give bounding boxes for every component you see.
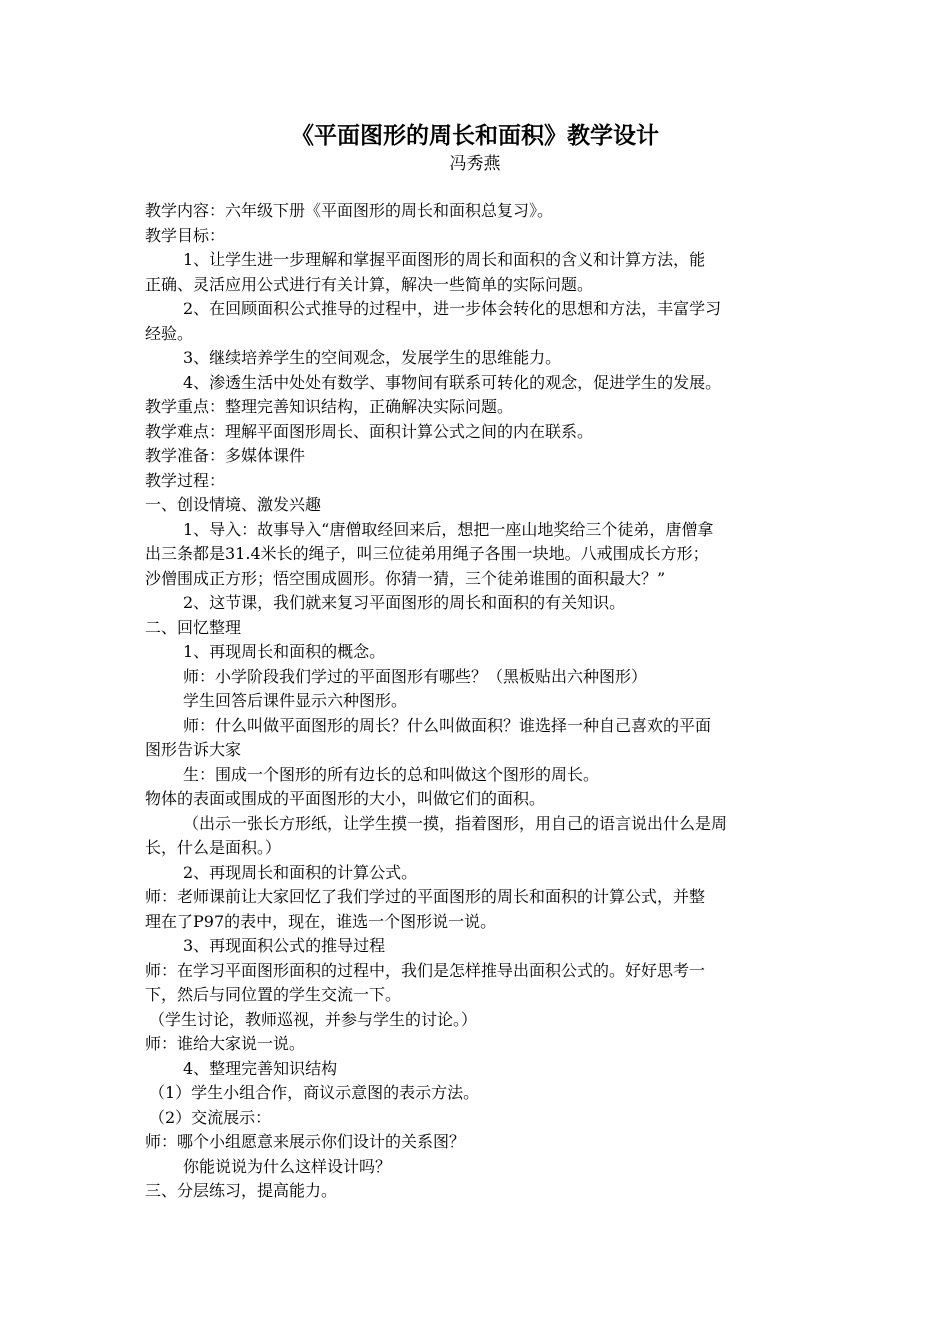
paragraph-line: 正确、灵活应用公式进行有关计算，解决一些简单的实际问题。 <box>145 274 594 294</box>
paragraph-line: 教学过程： <box>145 470 226 490</box>
paragraph-line: 沙僧围成正方形；悟空围成圆形。你猜一猜，三个徒弟谁围的面积最大？” <box>145 568 666 588</box>
paragraph-line: 教学准备：多媒体课件 <box>145 446 306 465</box>
paragraph-line: （1）学生小组合作，商议示意图的表示方法。 <box>149 1083 480 1102</box>
paragraph-line: 3、再现面积公式的推导过程 <box>183 936 386 955</box>
paragraph-line: 下，然后与同位置的学生交流一下。 <box>145 985 402 1004</box>
paragraph-line: 经验。 <box>145 323 194 343</box>
paragraph-line: 教学难点：理解平面图形周长、面积计算公式之间的内在联系。 <box>145 421 594 441</box>
paragraph-line: 1、再现周长和面积的概念。 <box>183 642 386 661</box>
paragraph-line: 三、分层练习，提高能力。 <box>145 1181 338 1200</box>
paragraph-line: 你能说说为什么这样设计吗？ <box>183 1156 392 1176</box>
paragraph-line: 教学重点：整理完善知识结构，正确解决实际问题。 <box>145 397 514 416</box>
paragraph-line: 教学内容：六年级下册《平面图形的周长和面积总复习》。 <box>145 201 554 220</box>
paragraph-line: 师：谁给大家说一说。 <box>145 1034 306 1053</box>
paragraph-line: 3、继续培养学生的空间观念，发展学生的思维能力。 <box>183 348 562 367</box>
paragraph-line: 师：小学阶段我们学过的平面图形有哪些？（黑板贴出六种图形） <box>183 666 648 686</box>
paragraph-line: 生：围成一个图形的所有边长的总和叫做这个图形的周长。 <box>183 764 600 784</box>
paragraph-line: 学生回答后课件显示六种图形。 <box>183 691 408 710</box>
paragraph-line: 2、再现周长和面积的计算公式。 <box>183 862 418 882</box>
paragraph-line: 教学目标： <box>145 225 226 245</box>
document-author: 冯秀燕 <box>449 154 501 174</box>
paragraph-line: 2、在回顾面积公式推导的过程中，进一步体会转化的思想和方法，丰富学习 <box>183 299 722 318</box>
paragraph-line: 一、创设情境、激发兴趣 <box>145 495 322 514</box>
paragraph-line: 理在了P97的表中，现在，谁选一个图形说一说。 <box>145 911 497 931</box>
paragraph-line: （学生讨论，教师巡视，并参与学生的讨论。） <box>149 1009 478 1029</box>
paragraph-line: 1、导入：故事导入“唐僧取经回来后，想把一座山地奖给三个徒弟，唐僧拿 <box>183 519 714 539</box>
paragraph-line: 图形告诉大家 <box>145 740 242 759</box>
paragraph-line: 出三条都是31.4米长的绳子，叫三位徒弟用绳子各围一块地。八戒围成长方形； <box>145 544 709 563</box>
paragraph-line: 4、整理完善知识结构 <box>183 1058 338 1078</box>
paragraph-line: 师：什么叫做平面图形的周长？什么叫做面积？谁选择一种自己喜欢的平面 <box>183 715 712 735</box>
paragraph-line: 师：在学习平面图形面积的过程中，我们是怎样推导出面积公式的。好好思考一 <box>145 960 706 980</box>
document-body <box>145 199 810 1204</box>
paragraph-line: （2）交流展示： <box>149 1107 272 1127</box>
paragraph-line: 师：哪个小组愿意来展示你们设计的关系图？ <box>145 1132 466 1151</box>
paragraph-line: 2、这节课，我们就来复习平面图形的周长和面积的有关知识。 <box>183 593 626 612</box>
paragraph-line: 长，什么是面积。） <box>145 838 282 857</box>
paragraph-line: （出示一张长方形纸，让学生摸一摸，指着图形，用自己的语言说出什么是周 <box>183 813 728 833</box>
paragraph-line: 二、回忆整理 <box>145 617 242 637</box>
paragraph-line: 师：老师课前让大家回忆了我们学过的平面图形的周长和面积的计算公式，并整 <box>145 887 706 906</box>
document-title: 《平面图形的周长和面积》教学设计 <box>291 122 659 149</box>
paragraph-line: 物体的表面或围成的平面图形的大小，叫做它们的面积。 <box>145 789 546 808</box>
paragraph-line: 4、渗透生活中处处有数学、事物间有联系可转化的观念，促进学生的发展。 <box>183 372 722 392</box>
paragraph-line: 1、让学生进一步理解和掌握平面图形的周长和面积的含义和计算方法，能 <box>183 250 706 269</box>
